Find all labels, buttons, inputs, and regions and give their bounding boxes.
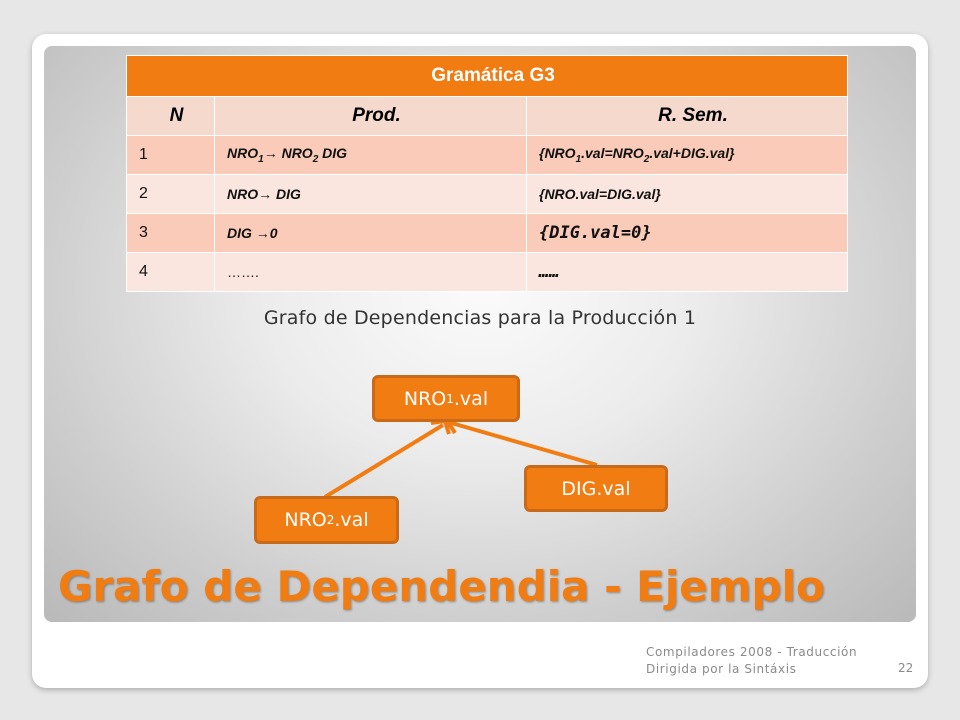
edge-dig-to-nro1: [448, 422, 597, 465]
column-header-sem: R. Sem.: [527, 97, 848, 136]
column-header-prod: Prod.: [215, 97, 527, 136]
node-nro2-val: NRO 2 .val: [254, 496, 399, 544]
graph-caption: Grafo de Dependencias para la Producción 1: [263, 307, 697, 329]
production-cell: $NRO_1\to NRO_2$ DIG: [215, 136, 527, 175]
production-cell: …….: [215, 253, 527, 292]
node-nro1-val: NRO 1 .val: [372, 375, 520, 422]
row-number: 3: [127, 214, 215, 253]
semantic-rule-cell: {NRO.val=DIG.val}: [527, 175, 848, 214]
column-header-n: N: [127, 97, 215, 136]
row-number: 1: [127, 136, 215, 175]
table-title: Gramática G3: [127, 56, 848, 97]
production-cell: DIG →0: [215, 214, 527, 253]
semantic-rule-cell: ……: [527, 253, 848, 292]
production-cell: NRO→ DIG: [215, 175, 527, 214]
row-number: 2: [127, 175, 215, 214]
slide-footer: [646, 644, 857, 678]
row-number: 4: [127, 253, 215, 292]
semantic-rule-cell: {DIG.val=0}: [527, 214, 848, 253]
page-number: 22: [898, 661, 914, 675]
semantic-rule-cell: $\{NRO_1.val=NRO_2.val+DIG.val\}$: [527, 136, 848, 175]
node-dig-val: DIG.val: [524, 465, 668, 512]
slide-title: Grafo de Dependendia - Ejemplo: [58, 562, 825, 611]
footer-line: Dirigida por la Sintáxis: [646, 662, 797, 676]
footer-line: Compiladores 2008 - Traducción: [646, 645, 858, 659]
edge-nro2-to-nro1: [325, 425, 443, 497]
